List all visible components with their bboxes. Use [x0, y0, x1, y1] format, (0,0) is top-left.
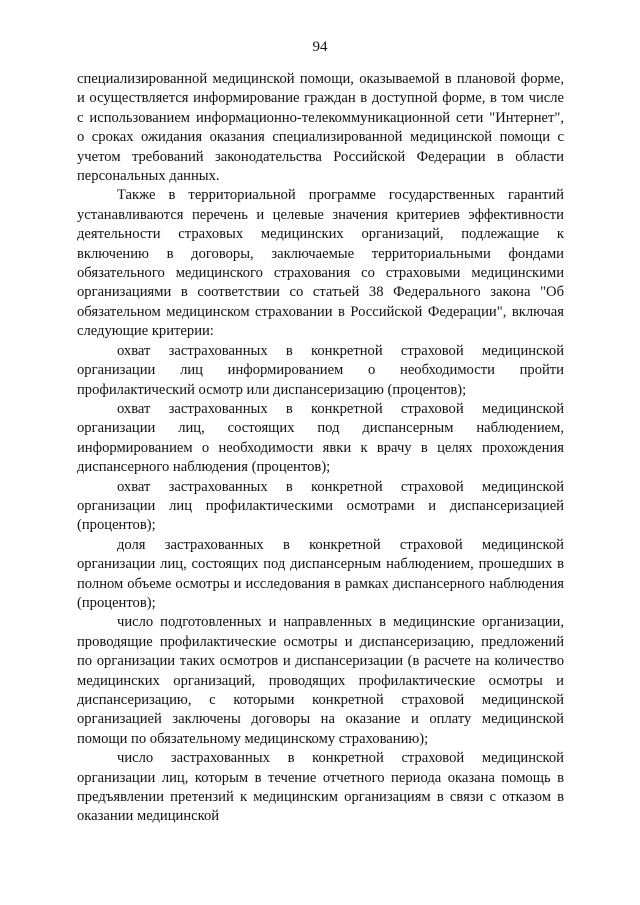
criterion-item: число застрахованных в конкретной страховой медицинской организации лиц, которым в течение отчетного периода оказана помощь в предъявлении претензий к медицинским организациям в связи с отказом в оказании медицинской [77, 750, 564, 825]
criterion-item: охват застрахованных в конкретной страховой медицинской организации лиц информированием о необходимости пройти профилактический осмотр или диспансеризацию (процентов); [77, 342, 564, 398]
page-number: 94 [312, 39, 328, 55]
document-body [77, 70, 564, 827]
criterion-item: число подготовленных и направленных в медицинские организации, проводящие профилактические осмотры и диспансеризацию, предложений по организации таких осмотров и диспансеризации (в расчете на количество медицинских организаций, проводящих профилактические осмотры и диспансеризацию, с которыми конкретной страховой медицинской организацией заключены договоры на оказание и оплату медицинской помощи по обязательному медицинскому страхованию); [77, 614, 564, 747]
criterion-item: охват застрахованных в конкретной страховой медицинской организации лиц, состоящих под диспансерным наблюдением, информированием о необходимости явки к врачу в целях прохождения диспансерного наблюдения (процентов); [77, 400, 564, 476]
criterion-item: доля застрахованных в конкретной страховой медицинской организации лиц, состоящих под диспансерным наблюдением, прошедших в полном объеме осмотры и исследования в рамках диспансерного наблюдения (процентов); [77, 536, 564, 611]
paragraph-continuation: специализированной медицинской помощи, оказываемой в плановой форме, и осуществляется информирование граждан в доступной форме, в том числе с использованием информационно-телекоммуникационной сети "Интернет", о сроках ожидания оказания специализированной медицинской помощи с учетом требований законодательства Российской Федерации в области персональных данных. [77, 71, 564, 185]
paragraph-criteria-intro: Также в территориальной программе государственных гарантий устанавливаются перечень и целевые значения критериев эффективности деятельности страховых медицинских организаций, подлежащие к включению в договоры, заключаемые территориальными фондами обязательного медицинского страхования со страховыми медицинскими организациями в соответствии со статьей 38 Федерального закона "Об обязательном медицинском страховании в Российской Федерации", включая следующие критерии: [77, 187, 564, 340]
criterion-item: охват застрахованных в конкретной страховой медицинской организации лиц профилактическими осмотрами и диспансеризацией (процентов); [77, 478, 564, 534]
